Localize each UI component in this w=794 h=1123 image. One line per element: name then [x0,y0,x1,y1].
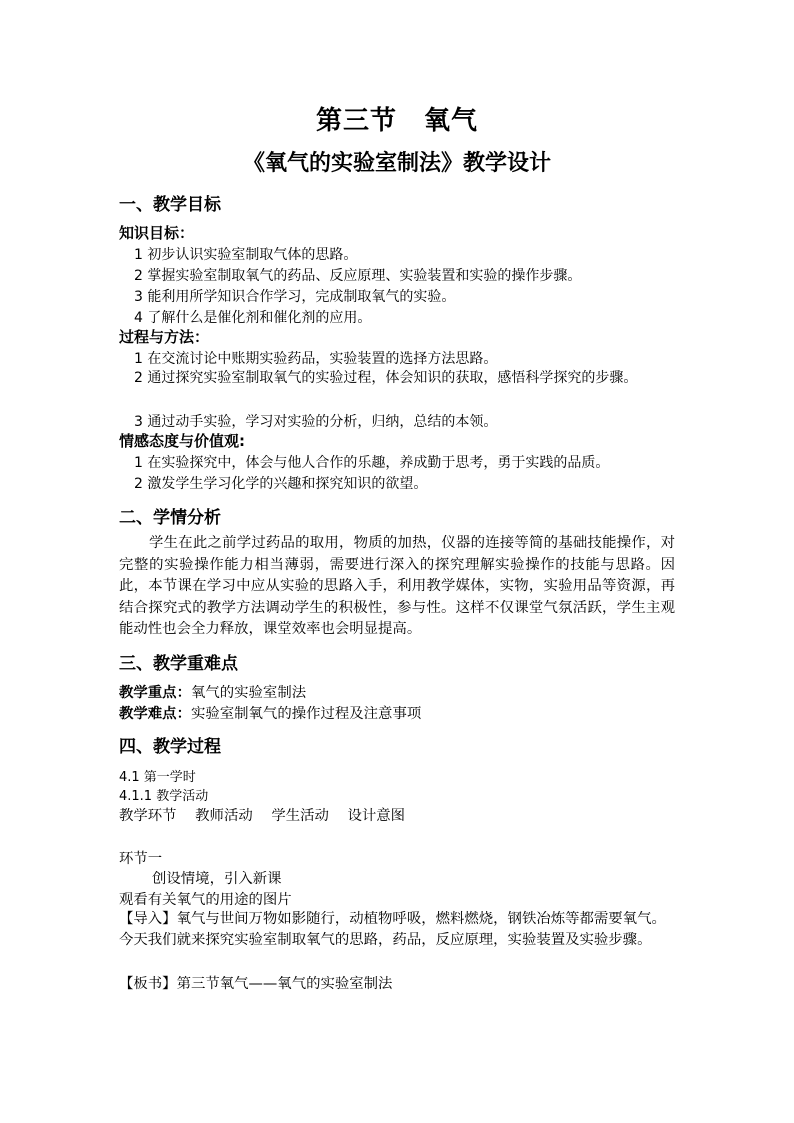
activity-heading: 4.1.1 教学活动 [119,789,209,804]
process-goal-item: 1 在交流讨论中账期实验药品，实验装置的选择方法思路。 [134,351,498,367]
process-goal-item: 2 通过探究实验室制取氧气的实验过程，体会知识的获取，感悟科学探究的步骤。 [134,370,638,386]
emotion-values-label: 情感态度与价值观: [119,432,245,450]
knowledge-goal-item: 2 掌握实验室制取氧气的药品、反应原理、实验装置和实验的操作步骤。 [134,268,582,284]
learner-analysis-paragraph: 学生在此之前学过药品的取用，物质的加热，仪器的连接等简的基础技能操作，对完整的实验操作能力相当薄弱，需要进行深入的探究理解实验操作的技能与思路。因此，本节课在学习中应从实验的思路入手，利用教学媒体，实物，实验用品等资源，再结合探究式的教学方法调动学生的积极性，参与性。这样不仅课堂气氛活跃，学生主观能动性也会全力释放，课堂效率也会明显提高。 [119,535,675,637]
intro-paragraph: 【导入】氧气与世间万物如影随行，动植物呼吸，燃料燃烧，钢铁冶炼等都需要氧气。今天我们就来探究实验室制取氧气的思路，药品，反应原理，实验装置及实验步骤。 [119,911,666,948]
watch-instruction: 观看有关氧气的用途的图片 [119,892,292,908]
difficulty-label: 教学难点： [119,706,191,722]
page-title: 第三节 氧气 [315,106,478,136]
difficulty-line [119,702,421,723]
column-teacher-activity: 教师活动 [195,808,253,824]
page-subtitle: 《氧气的实验室制法》教学设计 [242,150,551,176]
emotion-goal-item: 1 在实验探究中，体会与他人合作的乐趣，养成勤于思考，勇于实践的品质。 [134,455,610,471]
process-method-label: 过程与方法： [119,328,210,346]
knowledge-goal-item: 1 初步认识实验室制取气体的思路。 [134,247,358,263]
column-student-activity: 学生活动 [271,808,329,824]
section-heading-learner-analysis: 二、学情分析 [119,508,221,528]
board-writing: 【板书】第三节氧气——氧气的实验室制法 [119,976,393,992]
emotion-goal-item: 2 激发学生学习化学的兴趣和探究知识的欲望。 [134,476,428,492]
activity-columns [119,804,419,825]
section-heading-teaching-process: 四、教学过程 [119,737,221,757]
step-label: 环节一 [119,851,163,867]
step-title: 创设情境，引入新课 [152,871,282,887]
lesson-period: 4.1 第一学时 [119,770,196,785]
key-point-label: 教学重点： [119,685,191,701]
section-heading-key-points: 三、教学重难点 [119,654,238,674]
difficulty-text: 实验室制氧气的操作过程及注意事项 [190,706,422,722]
column-teaching-step: 教学环节 [119,808,177,824]
process-goal-item: 3 通过动手实验，学习对实验的分析，归纳，总结的本领。 [134,414,498,430]
knowledge-goal-item: 3 能利用所学知识合作学习，完成制取氧气的实验。 [134,289,456,305]
section-heading-objectives: 一、教学目标 [119,195,221,215]
key-point-line [119,681,306,702]
column-design-intent: 设计意图 [347,808,406,824]
key-point-text: 氧气的实验室制法 [190,685,307,701]
knowledge-goal-item: 4 了解什么是催化剂和催化剂的应用。 [134,310,372,326]
knowledge-goals-label: 知识目标： [119,224,195,242]
